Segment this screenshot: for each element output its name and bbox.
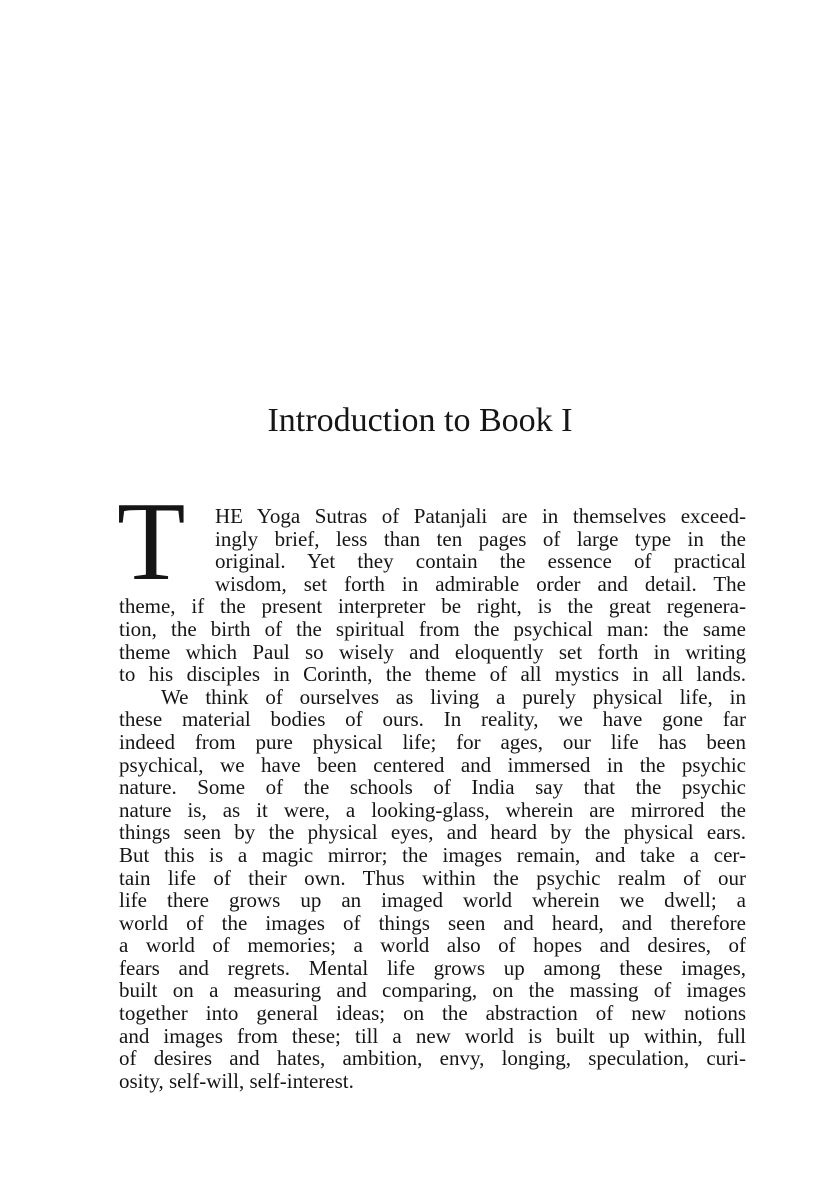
text-line: these material bodies of ours. In reality, we have gone far	[119, 707, 746, 732]
text-line: things seen by the physical eyes, and heard by the physical ears.	[119, 820, 746, 845]
text-line: fears and regrets. Mental life grows up among these images,	[119, 955, 746, 980]
text-line: together into general ideas; on the abstraction of new notions	[119, 1001, 746, 1026]
drop-cap: T	[117, 480, 186, 604]
text-line: tain life of their own. Thus within the psychic realm of our	[119, 865, 746, 890]
chapter-title: Introduction to Book I	[267, 402, 573, 439]
text-line: world of the images of things seen and heard, and therefore	[119, 910, 746, 935]
text-line: psychical, we have been centered and immersed in the psychic	[119, 752, 746, 777]
text-line: ingly brief, less than ten pages of large type in the	[215, 526, 746, 551]
text-line: wisdom, set forth in admirable order and detail. The	[215, 571, 746, 596]
text-line: osity, self-will, self-interest.	[119, 1068, 354, 1093]
text-line: original. Yet they contain the essence of practical	[215, 549, 746, 574]
text-line: to his disciples in Corinth, the theme of all mystics in all lands.	[119, 662, 746, 687]
text-line: built on a measuring and comparing, on the massing of images	[119, 978, 746, 1003]
body-text	[119, 505, 746, 1092]
text-line: indeed from pure physical life; for ages, our life has been	[119, 729, 746, 754]
text-line: theme which Paul so wisely and eloquently set forth in writing	[119, 639, 746, 664]
text-line: a world of memories; a world also of hopes and desires, of	[119, 933, 746, 958]
text-line: theme, if the present interpreter be right, is the great regenera-	[119, 594, 746, 619]
text-line: and images from these; till a new world is built up within, full	[119, 1023, 746, 1048]
text-line: of desires and hates, ambition, envy, longing, speculation, curi-	[119, 1046, 746, 1071]
text-line: tion, the birth of the spiritual from the psychical man: the same	[119, 616, 746, 641]
text-line: HE Yoga Sutras of Patanjali are in themselves exceed-	[215, 504, 746, 528]
text-line: nature. Some of the schools of India say that the psychic	[119, 775, 746, 800]
text-line: We think of ourselves as living a purely physical life, in	[161, 684, 746, 709]
text-line: nature is, as it were, a looking-glass, wherein are mirrored the	[119, 797, 746, 822]
text-line: life there grows up an imaged world wherein we dwell; a	[119, 888, 746, 913]
text-line: But this is a magic mirror; the images remain, and take a cer-	[119, 842, 746, 867]
